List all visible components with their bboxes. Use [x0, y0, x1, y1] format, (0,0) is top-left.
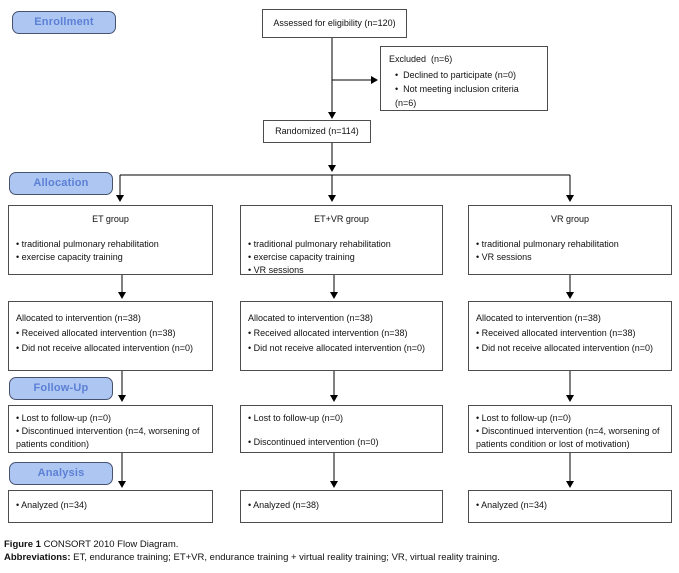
et-group-bullet: • exercise capacity training	[16, 252, 123, 262]
vr-group-title: VR group	[550, 214, 590, 224]
et-followup-bullet: • Lost to follow-up (n=0)	[16, 413, 111, 423]
analysis-label: Analysis	[9, 462, 113, 485]
randomized-box	[263, 120, 371, 143]
vr-followup-box	[468, 405, 672, 453]
etvr-allocated-bullet: • Received allocated intervention (n=38)	[248, 328, 408, 338]
assessed-box	[262, 9, 407, 38]
vr-allocated-bullet: • Received allocated intervention (n=38)	[476, 328, 636, 338]
abbreviations-text: ET, endurance training; ET+VR, endurance training + virtual reality training; VR, virtual reality training.	[70, 552, 500, 563]
followup-label: Follow-Up	[9, 377, 113, 400]
et-allocated-title: Allocated to intervention (n=38)	[16, 313, 141, 323]
etvr-group-bullet: • exercise capacity training	[248, 252, 355, 262]
et-allocated-bullet: • Received allocated intervention (n=38)	[16, 328, 176, 338]
figure-caption	[4, 538, 178, 551]
etvr-analyzed-text: • Analyzed (n=38)	[248, 500, 319, 510]
vr-allocated-box	[468, 301, 672, 371]
etvr-followup-bullet: • Lost to follow-up (n=0)	[248, 413, 343, 423]
figure-caption-label: Figure 1	[4, 539, 41, 550]
vr-group-box	[468, 205, 672, 275]
etvr-followup-bullet: • Discontinued intervention (n=0)	[248, 437, 379, 447]
vr-analyzed-text: • Analyzed (n=34)	[476, 500, 547, 510]
vr-allocated-bullet: • Did not receive allocated intervention (n=0)	[476, 343, 653, 353]
randomized-text: Randomized (n=114)	[275, 126, 359, 136]
etvr-allocated-bullet: • Did not receive allocated intervention (n=0)	[248, 343, 425, 353]
vr-group-bullet: • traditional pulmonary rehabilitation	[476, 239, 619, 249]
excluded-title: Excluded (n=6)	[389, 54, 453, 64]
et-group-title: ET group	[92, 214, 129, 224]
vr-group-bullet: • VR sessions	[476, 252, 532, 262]
vr-allocated-title: Allocated to intervention (n=38)	[476, 313, 601, 323]
figure-caption-text: CONSORT 2010 Flow Diagram.	[40, 539, 179, 550]
etvr-allocated-title: Allocated to intervention (n=38)	[248, 313, 373, 323]
etvr-group-bullet: • traditional pulmonary rehabilitation	[248, 239, 391, 249]
et-analyzed-text: • Analyzed (n=34)	[16, 500, 87, 510]
et-followup-bullet: • Discontinued intervention (n=4, worsening of patients condition)	[16, 426, 203, 449]
enrollment-label: Enrollment	[12, 11, 116, 34]
etvr-group-box	[240, 205, 443, 275]
excluded-bullet: • Not meeting inclusion criteria (n=6)	[395, 84, 522, 108]
etvr-analyzed-box	[240, 490, 443, 523]
et-group-bullet: • traditional pulmonary rehabilitation	[16, 239, 159, 249]
etvr-group-title: ET+VR group	[314, 214, 369, 224]
etvr-group-bullet: • VR sessions	[248, 265, 304, 275]
et-analyzed-box	[8, 490, 213, 523]
et-followup-box	[8, 405, 213, 453]
excluded-bullet: • Declined to participate (n=0)	[395, 70, 516, 80]
etvr-allocated-box	[240, 301, 443, 371]
abbreviations-caption	[4, 551, 500, 564]
vr-analyzed-box	[468, 490, 672, 523]
etvr-followup-box	[240, 405, 443, 453]
et-allocated-box	[8, 301, 213, 371]
vr-followup-bullet: • Lost to follow-up (n=0)	[476, 413, 571, 423]
assessed-text: Assessed for eligibility (n=120)	[273, 18, 396, 28]
allocation-label: Allocation	[9, 172, 113, 195]
abbreviations-label: Abbreviations:	[4, 552, 71, 563]
excluded-box	[380, 46, 548, 111]
et-allocated-bullet: • Did not receive allocated intervention (n=0)	[16, 343, 193, 353]
vr-followup-bullet: • Discontinued intervention (n=4, worsening of patients condition or lost of motivation)	[476, 426, 663, 449]
et-group-box	[8, 205, 213, 275]
